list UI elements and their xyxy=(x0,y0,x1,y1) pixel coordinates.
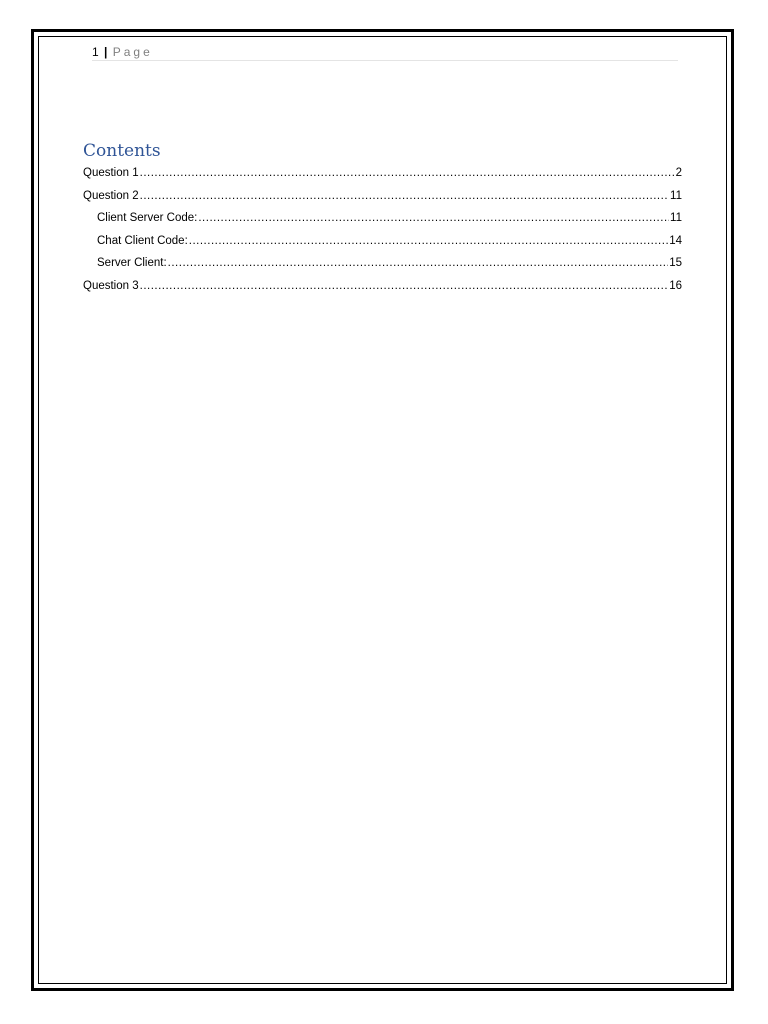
header-page-number: 1 xyxy=(92,45,99,59)
toc-entry-label: Question 1 xyxy=(83,167,139,179)
page-header xyxy=(92,44,678,61)
toc-entry-label: Question 2 xyxy=(83,189,139,202)
toc-dot-leader xyxy=(198,209,669,227)
toc-entry-page: 11 xyxy=(670,212,682,224)
toc-dot-leader xyxy=(168,254,669,272)
toc-entry-page: 11 xyxy=(670,189,682,202)
toc-dot-leader xyxy=(140,164,675,182)
toc-entry-client-server-code[interactable] xyxy=(83,209,682,232)
toc-title: Contents xyxy=(83,141,161,161)
toc-dot-leader xyxy=(189,232,668,250)
toc-entry-label: Server Client: xyxy=(97,257,167,269)
header-page-label: Page xyxy=(112,45,153,59)
toc-entry-page: 16 xyxy=(669,279,682,292)
toc-entry-label: Client Server Code: xyxy=(97,212,198,224)
toc-entry-page: 2 xyxy=(675,167,682,179)
toc-entry-label: Question 3 xyxy=(83,279,139,292)
toc-entry-question-1[interactable] xyxy=(83,164,682,187)
toc-entry-question-3[interactable] xyxy=(83,277,682,300)
toc-dot-leader xyxy=(140,187,669,205)
toc-entry-page: 14 xyxy=(669,234,682,247)
toc-entry-question-2[interactable] xyxy=(83,187,682,210)
toc-entry-server-client[interactable] xyxy=(83,254,682,277)
toc-entry-chat-client-code[interactable] xyxy=(83,232,682,255)
header-separator: | xyxy=(104,45,108,59)
toc-entry-page: 15 xyxy=(669,257,682,269)
toc-dot-leader xyxy=(140,277,669,295)
toc-entry-label: Chat Client Code: xyxy=(97,234,188,247)
table-of-contents xyxy=(83,164,682,299)
